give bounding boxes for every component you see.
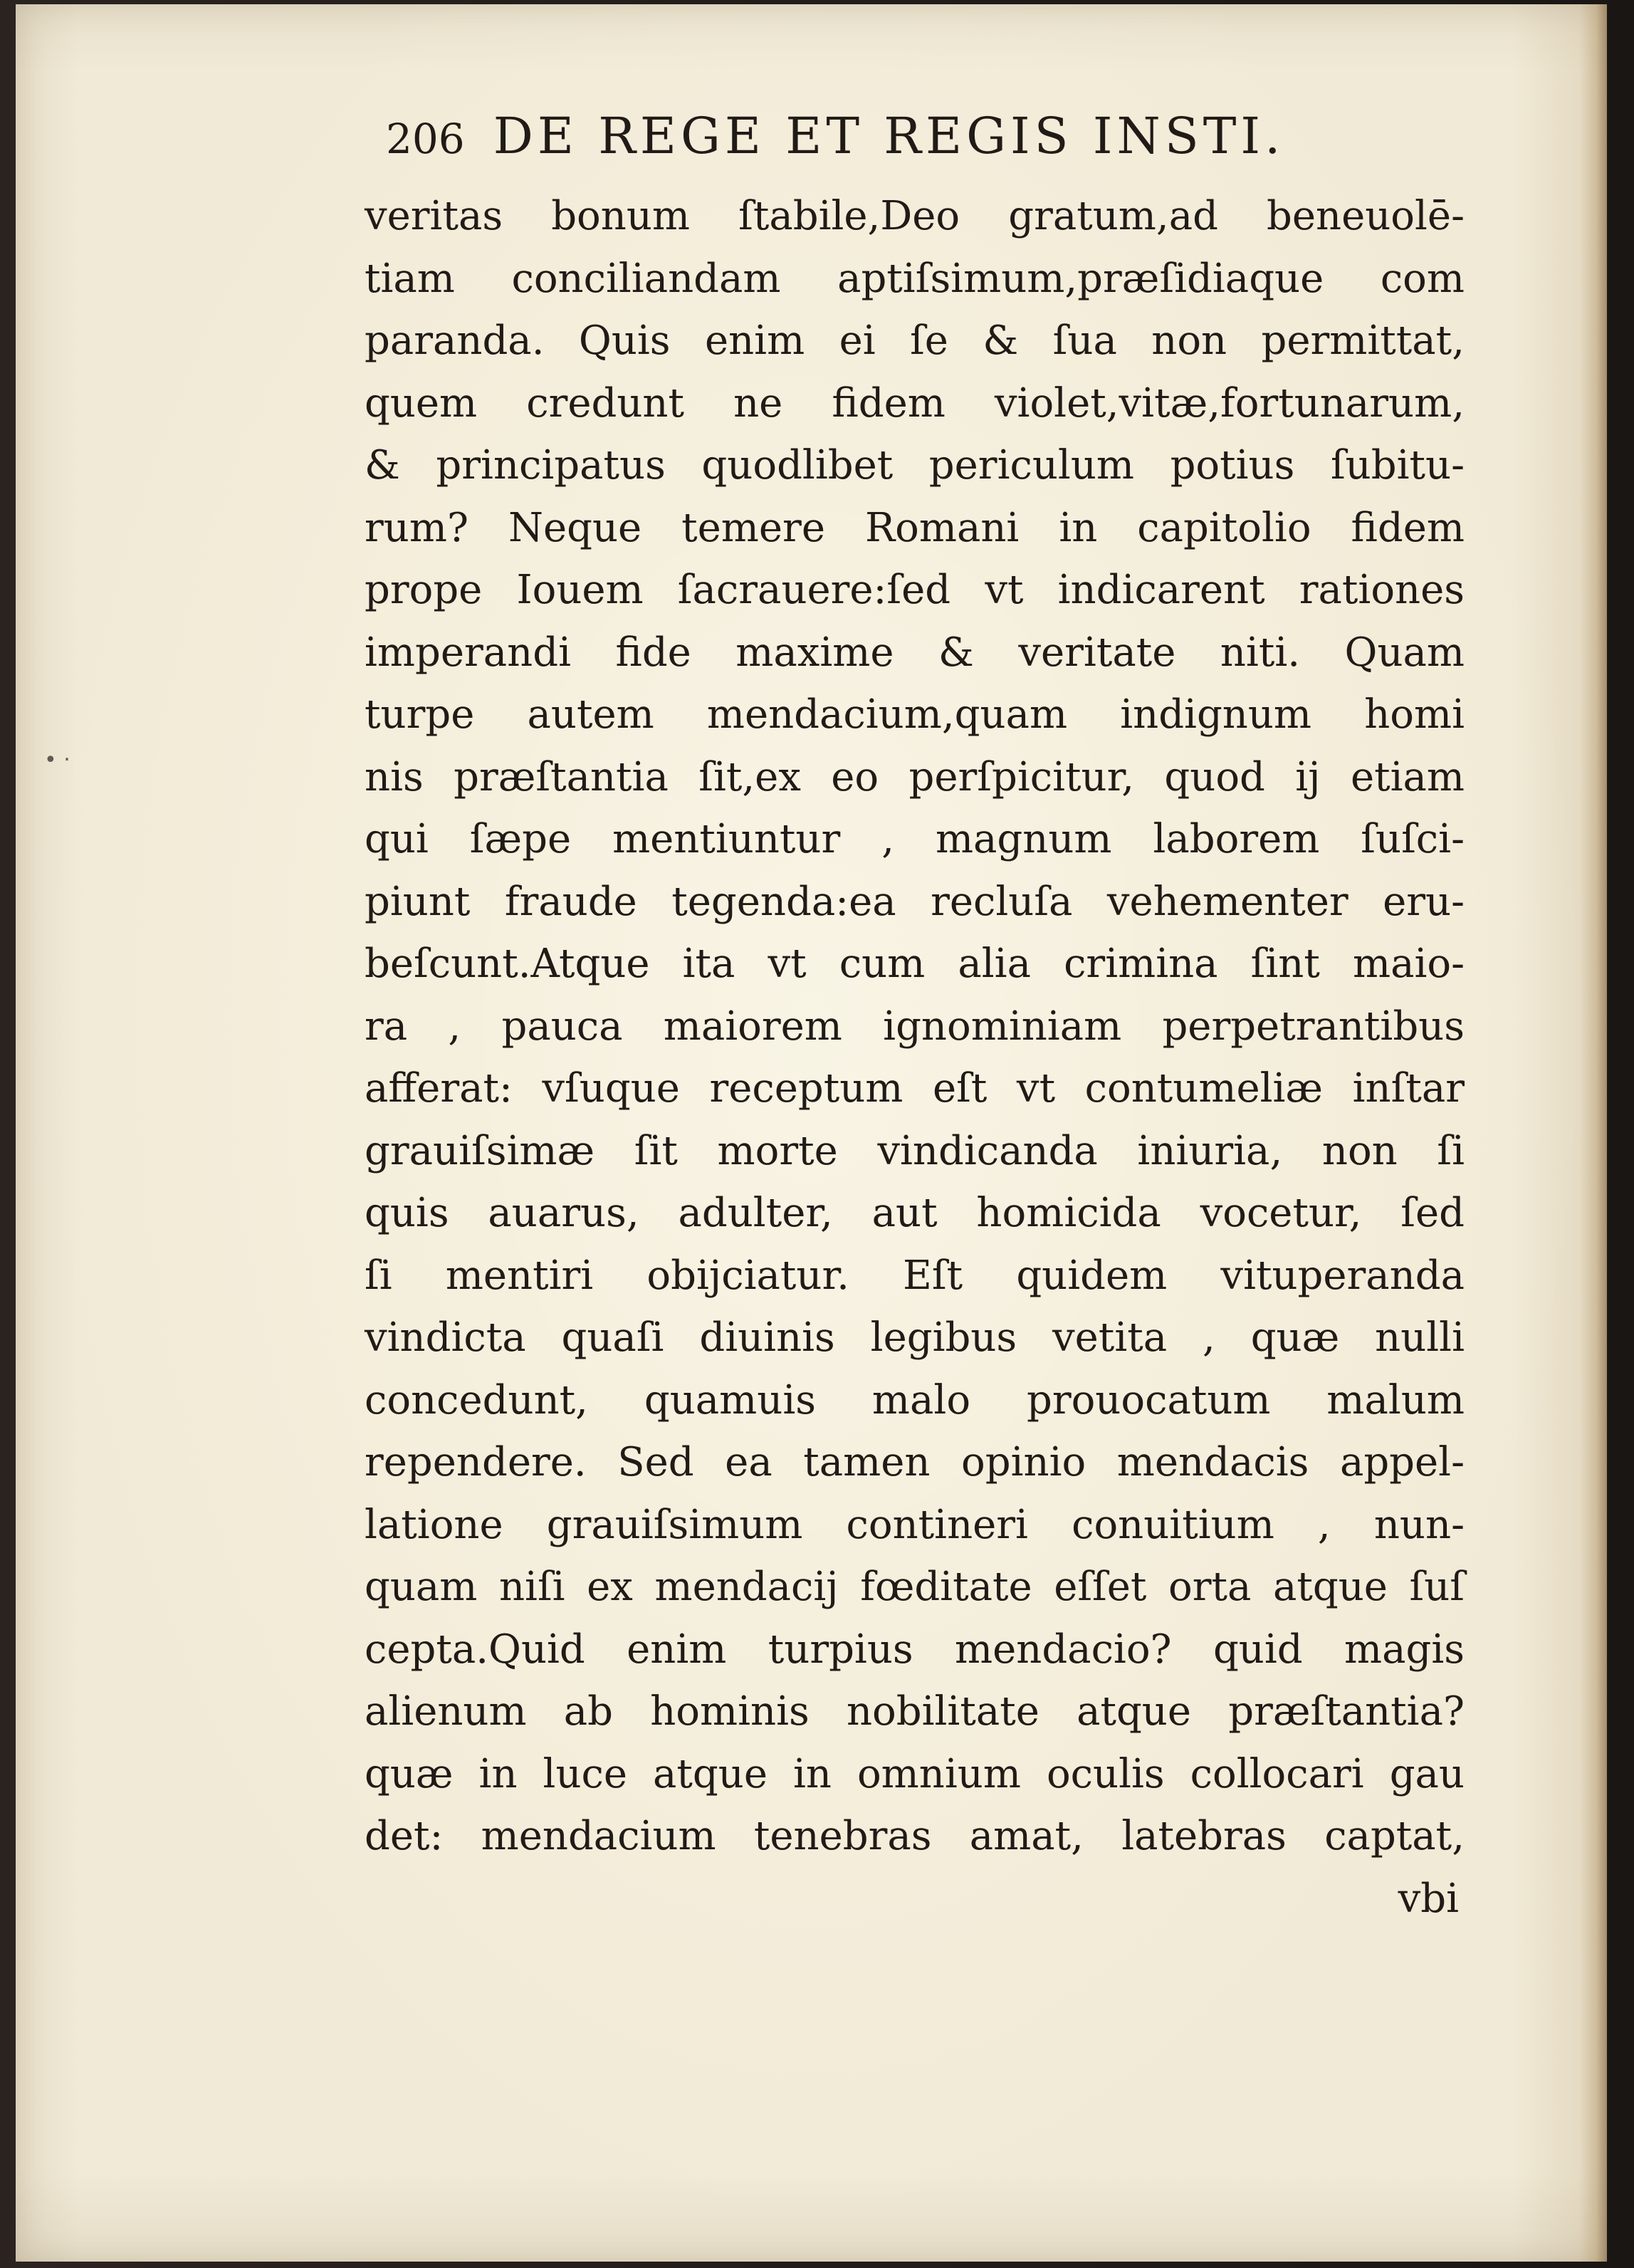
text-block — [365, 107, 1465, 1930]
text-line: ra , pauca maiorem ignominiam perpetrantibus — [365, 1003, 1465, 1050]
running-head-title: DE REGE ET REGIS INSTI. — [493, 107, 1285, 165]
text-line: alienum ab hominis nobilitate atque præſtantia? — [365, 1688, 1465, 1735]
text-line: quæ in luce atque in omnium oculis collocari gau — [365, 1750, 1465, 1797]
text-line: turpe autem mendacium,quam indignum homi — [365, 691, 1465, 738]
text-line: qui ſæpe mentiuntur , magnum laborem ſuſci- — [365, 816, 1465, 862]
catchword: vbi — [1398, 1875, 1459, 1922]
text-line: piunt fraude tegenda:ea recluſa vehementer eru- — [365, 878, 1465, 925]
text-line: vindicta quaſi diuinis legibus vetita , quæ nulli — [365, 1315, 1465, 1361]
text-line: grauiſsimæ ſit morte vindicanda iniuria, non ſi — [365, 1127, 1465, 1174]
text-line: prope Iouem ſacrauere:ſed vt indicarent rationes — [365, 567, 1465, 613]
page-number: 206 — [386, 115, 465, 163]
text-line: latione grauiſsimum contineri conuitium , nun- — [365, 1501, 1465, 1548]
ink-speck: • ‧ — [44, 748, 70, 773]
text-line: concedunt, quamuis malo prouocatum malum — [365, 1376, 1465, 1423]
page-fore-edge — [1580, 4, 1607, 2262]
text-line: quam niſi ex mendacij fœditate eſſet orta atque ſuſ — [365, 1564, 1465, 1610]
text-line: quem credunt ne fidem violet,vitæ,fortunarum, — [365, 380, 1465, 427]
text-line: tiam conciliandam aptiſsimum,præſidiaque com — [365, 255, 1465, 302]
text-line: paranda. Quis enim ei ſe & ſua non permittat, — [365, 318, 1465, 364]
text-line: quis auarus, adulter, aut homicida vocetur, ſed — [365, 1190, 1465, 1236]
text-line: cepta.Quid enim turpius mendacio? quid magis — [365, 1626, 1465, 1673]
text-line: beſcunt.Atque ita vt cum alia crimina ſint maio- — [365, 941, 1465, 987]
text-line: afferat: vſuque receptum eſt vt contumeliæ inſtar — [365, 1065, 1465, 1112]
text-line: ſi mentiri obijciatur. Eſt quidem vituperanda — [365, 1252, 1465, 1299]
text-line: rum? Neque temere Romani in capitolio fidem — [365, 504, 1465, 551]
text-line: & principatus quodlibet periculum potius ſubitu- — [365, 442, 1465, 488]
text-line: det: mendacium tenebras amat, latebras captat, — [365, 1813, 1465, 1859]
text-line: veritas bonum ſtabile,Deo gratum,ad beneuolē- — [365, 193, 1465, 239]
running-head — [386, 107, 1465, 185]
text-line: nis præſtantia ſit,ex eo perſpicitur, quod ij etiam — [365, 753, 1465, 800]
text-line: rependere. Sed ea tamen opinio mendacis appel- — [365, 1439, 1465, 1485]
text-line: imperandi fide maxime & veritate niti. Quam — [365, 629, 1465, 676]
